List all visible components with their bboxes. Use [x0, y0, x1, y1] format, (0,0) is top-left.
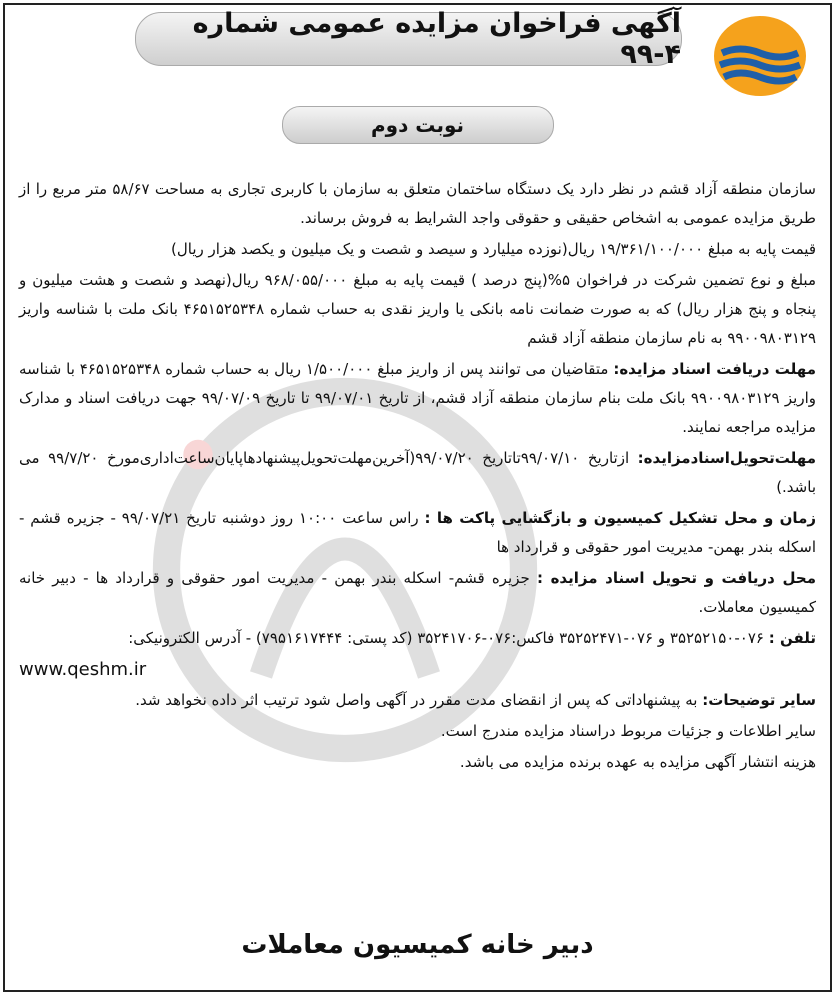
- base-price: قیمت پایه به مبلغ ۱۹/۳۶۱/۱۰۰/۰۰۰ ریال(نوزده میلیارد و سیصد و شصت و یک میلیون و یکصد هزار ریال): [171, 240, 816, 258]
- phone-text: ۰۷۶-۳۵۲۵۲۱۵۰ و ۰۷۶-۳۵۲۵۲۴۷۱ فاکس:۰۷۶-۳۵۲۴۱۷۰۶ (کد پستی: ۷۹۵۱۶۱۷۴۴۴) - آدرس الکترونیکی:: [128, 629, 764, 647]
- phone-label: تلفن :: [768, 629, 816, 647]
- receive-label: مهلت دریافت اسناد مزایده:: [613, 360, 816, 378]
- opening-text: راس ساعت ۱۰:۰۰ روز دوشنبه تاریخ ۹۹/۰۷/۲۱ - جزیره قشم - اسکله بندر بهمن- مدیریت امور حقوقی و قرارداد ها: [19, 509, 816, 556]
- round-label: نوبت دوم: [282, 106, 554, 144]
- contact-section: [19, 624, 816, 653]
- other-label: سایر توضیحات:: [702, 691, 816, 709]
- opening-label: زمان و محل تشکیل کمیسیون و بازگشایی پاکت ها :: [424, 509, 816, 527]
- place-label: محل دریافت و تحویل اسناد مزایده :: [536, 569, 816, 587]
- delivery-label: مهلت‌تحویل‌اسناد‌مزایده:: [637, 449, 816, 467]
- other-section: [19, 686, 816, 715]
- other-line-3: هزینه انتشار آگهی مزایده به عهده برنده مزایده می باشد.: [459, 753, 816, 771]
- intro-paragraph: سازمان منطقه آزاد قشم در نظر دارد یک دستگاه ساختمان متعلق به سازمان با کاربری تجاری به مساحت ۵۸/۶۷ متر مربع را از طریق مزایده عمومی به اشخاص حقیقی و حقوقی واجد الشرایط به فروش برساند.: [19, 180, 816, 227]
- place-section: [19, 564, 816, 622]
- other-line-2: سایر اطلاعات و جزئیات مربوط دراسناد مزایده مندرج است.: [440, 722, 816, 740]
- other-text: به پیشنهاداتی که پس از انقضای مدت مقرر در آگهی واصل شود ترتیب اثر داده نخواهد شد.: [135, 691, 698, 709]
- receive-section: [19, 355, 816, 442]
- notice-title: آگهی فراخوان مزایده عمومی شماره ۴-۹۹: [135, 12, 682, 66]
- place-text: جزیره قشم- اسکله بندر بهمن - مدیریت امور حقوقی و قرارداد ها - دبیر خانه کمیسیون معاملات.: [19, 569, 816, 616]
- opening-section: [19, 504, 816, 562]
- notice-body: [19, 175, 816, 779]
- qeshm-free-zone-logo: [710, 13, 810, 99]
- signature: دبیر خانه کمیسیون معاملات: [241, 930, 594, 960]
- website-link[interactable]: www.qeshm.ir: [19, 659, 147, 680]
- receive-text: متقاضیان می توانند پس از واریز مبلغ ۱/۵۰۰/۰۰۰ ریال به حساب شماره ۴۶۵۱۵۲۵۳۴۸ با شناسه واریز ۹۹۰۰۹۸۰۳۱۲۹ بانک ملت بنام سازمان منطقه آزاد قشم، از تاریخ ۹۹/۰۷/۰۱ تا تاریخ ۹۹/۰۷/۰۹ جهت دریافت اسناد و مدارک مزایده مراجعه نمایند.: [19, 360, 816, 436]
- delivery-text: از‌تاریخ ۹۹/۰۷/۱۰تا‌تاریخ ۹۹/۰۷/۲۰(آخرین‌مهلت‌تحویل‌پیشنهادها‌پایان‌ساعت‌اداری‌مورخ ۹۹/۷/۲۰ می باشد.): [19, 449, 816, 496]
- guarantee-paragraph: مبلغ و نوع تضمین شرکت در فراخوان ۵%(پنج درصد ) قیمت پایه به مبلغ ۹۶۸/۰۵۵/۰۰۰ ریال(نهصد و شصت و هشت میلیون و پنجاه و پنج هزار ریال) که به صورت ضمانت نامه بانکی یا واریز نقدی به حساب شماره ۴۶۵۱۵۲۵۳۴۸ بانک ملت با شناسه واریز ۹۹۰۰۹۸۰۳۱۲۹ به نام سازمان منطقه آزاد قشم: [19, 271, 817, 347]
- auction-notice: [3, 3, 832, 992]
- delivery-section: [19, 444, 816, 502]
